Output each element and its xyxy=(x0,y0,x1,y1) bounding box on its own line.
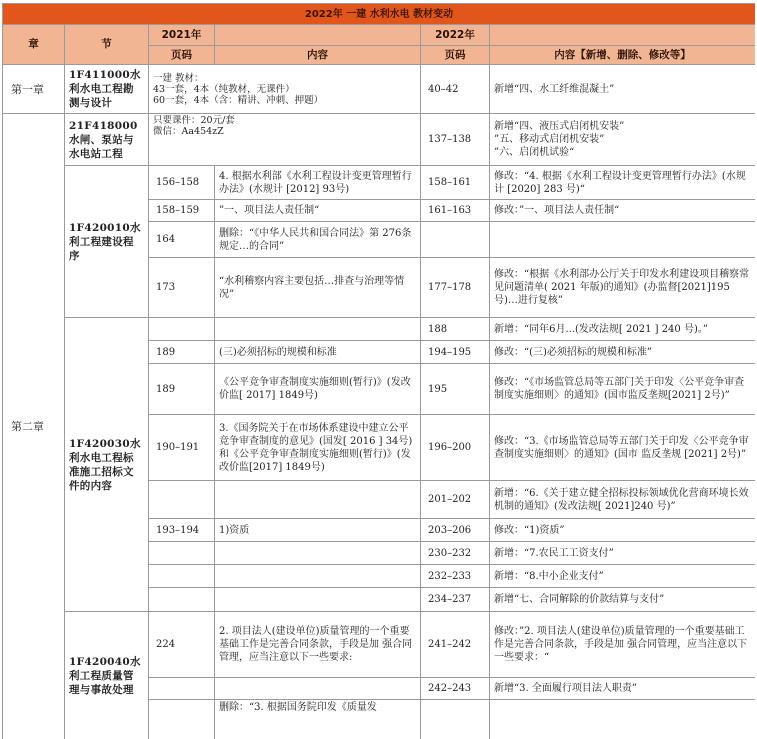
content-2022 xyxy=(490,114,756,166)
table-title: 2022年 一建 水利水电 教材变动 xyxy=(3,4,756,25)
page-2021: 193–194 xyxy=(149,519,215,542)
content-2021 xyxy=(215,318,421,341)
content-2021 xyxy=(215,542,421,565)
header-page-2022: 页码 xyxy=(421,46,490,65)
header-page-2021: 页码 xyxy=(149,46,215,65)
page-2022: 194–195 xyxy=(421,341,490,364)
note-cell xyxy=(149,65,421,114)
section-cell: 1F420030水利水电工程标准施工招标文件的内容 xyxy=(65,318,149,612)
content-2021: 删除：“《中华人民共和国合同法》第 276条规定…的合同” xyxy=(215,222,421,258)
header-section: 节 xyxy=(65,25,149,65)
content-2021: (三)必须招标的规模和标准 xyxy=(215,341,421,364)
title-row xyxy=(3,4,756,25)
page-2022: 203–206 xyxy=(421,519,490,542)
content-line: ”六、启闭机试验“ xyxy=(494,147,575,158)
page-2021 xyxy=(149,588,215,612)
header-content-2021: 内容 xyxy=(215,46,421,65)
content-2022: 新增：“7.农民工工资支付” xyxy=(490,542,756,565)
header-blank-b xyxy=(490,25,756,46)
content-2022 xyxy=(490,700,756,739)
header-chapter: 章 xyxy=(3,25,65,65)
content-2022: 新增“四、水工纤维混凝土” xyxy=(490,65,756,114)
content-2022 xyxy=(490,222,756,258)
content-2022: 新增：“8.中小企业支付” xyxy=(490,565,756,588)
page-2022 xyxy=(421,700,490,739)
content-2022: 修改：“4. 根据《水利工程设计变更管理暂行办法》(水规计 [2020] 283 号)“ xyxy=(490,166,756,200)
page-2022: 177–178 xyxy=(421,258,490,318)
chapter-cell: 第二章 xyxy=(3,114,65,739)
content-2021: 删除：“3. 根据国务院印发《质量发 xyxy=(215,700,421,739)
note-cell xyxy=(149,114,421,166)
content-2021: 3.《国务院关于在市场体系建设中建立公平竞争审查制度的意见》(国发[ 2016 ] 34号)和《公平竞争审查制度实施细则(暂行)》(发改价监[2017] 1849号) xyxy=(215,415,421,481)
note-line: 60一套，4本（含：精讲、冲刺、押题） xyxy=(153,94,324,106)
content-line: 新增“四、液压式启闭机安装” xyxy=(494,121,625,132)
page-2022: 161–163 xyxy=(421,200,490,222)
content-2021 xyxy=(215,678,421,700)
page-2021 xyxy=(149,700,215,739)
page-2021 xyxy=(149,318,215,341)
table-row xyxy=(3,166,756,200)
page-2022: 242–243 xyxy=(421,678,490,700)
section-cell: 1F420010水利工程建设程序 xyxy=(65,166,149,318)
content-2022: 修改：“1)资质” xyxy=(490,519,756,542)
content-2021: 4. 根据水利部《水利工程设计变更管理暂行办法》(水规计 [2012] 93号) xyxy=(215,166,421,200)
page-2021: 189 xyxy=(149,341,215,364)
table-row xyxy=(3,612,756,678)
chapter-cell: 第一章 xyxy=(3,65,65,114)
header-2021: 2021年 xyxy=(149,25,215,46)
content-2021 xyxy=(215,481,421,519)
note-line: 微信：Aa454zZ xyxy=(153,126,224,137)
section-cell: 1F411000水利水电工程勘测与设计 xyxy=(65,65,149,114)
content-2022: 修改：“(三)必须招标的规模和标准” xyxy=(490,341,756,364)
note-line: 43一套，4本（纯教材，无课件） xyxy=(153,83,295,95)
header-content-2022: 内容【新增、删除、修改等】 xyxy=(490,46,756,65)
content-2021 xyxy=(215,588,421,612)
content-2022: 修改：”2. 项目法人(建设单位)质量管理的一个重要基础工作是完善合同条款，手段是加 强合同管理，应当注意以下一些要求：“ xyxy=(490,612,756,678)
page-2021 xyxy=(149,565,215,588)
page-2022: 195 xyxy=(421,364,490,415)
page-2022: 232–233 xyxy=(421,565,490,588)
page-2022: 230–232 xyxy=(421,542,490,565)
section-cell: 21F418000水闸、泵站与水电站工程 xyxy=(65,114,149,166)
content-2022: 新增：“6.《关于建立健全招标投标领域优化营商环境长效机制的通知》(发改法规[ 2021]240 号)” xyxy=(490,481,756,519)
page-2021 xyxy=(149,542,215,565)
content-2021: 《公平竞争审查制度实施细则(暂行)》(发改价监[ 2017] 1849号) xyxy=(215,364,421,415)
content-2021 xyxy=(215,565,421,588)
textbook-changes-table xyxy=(2,3,755,739)
content-2021: “水利稽察内容主要包括…排查与治理等情况” xyxy=(215,258,421,318)
page-2021: 173 xyxy=(149,258,215,318)
content-2022: 修改：“《市场监管总局等五部门关于印发〈公平竞争审查制度实施细则〉的通知》(国市监反垄规[2021] 2号)” xyxy=(490,364,756,415)
page-2021: 224 xyxy=(149,612,215,678)
content-2022: 新增“3. 全面履行项目法人职责” xyxy=(490,678,756,700)
header-row xyxy=(3,25,756,46)
header-2022: 2022年 xyxy=(421,25,490,46)
page-2021: 158–159 xyxy=(149,200,215,222)
page-2022: 241–242 xyxy=(421,612,490,678)
content-2022: 修改：”一、项目法人责任制“ xyxy=(490,200,756,222)
content-2022: 修改：“3.《市场监管总局等五部门关于印发〈公平竞争审查制度实施细则〉的通知》(国市 监反垄规 [2021] 2号)” xyxy=(490,415,756,481)
page-2021: 190–191 xyxy=(149,415,215,481)
content-2021: 2. 项目法人(建设单位)质量管理的一个重要基础工作是完善合同条款，手段是加 强合同管理，应当注意以下一些要求: xyxy=(215,612,421,678)
header-blank-a xyxy=(215,25,421,46)
page-2022: 196–200 xyxy=(421,415,490,481)
table-row xyxy=(3,65,756,114)
note-line: 只要课件：20元/套 xyxy=(153,115,235,126)
page-2022: 188 xyxy=(421,318,490,341)
page-2021: 156–158 xyxy=(149,166,215,200)
content-2022: 新增“七、合同解除的价款结算与支付” xyxy=(490,588,756,612)
content-2021: ”一、项目法人责任制“ xyxy=(215,200,421,222)
page-2021 xyxy=(149,481,215,519)
content-2022: 修改：“根据《水利部办公厅关于印发水利建设项目稽察常见问题清单( 2021 年版)的通知》(办监督[2021]195 号)…进行复核” xyxy=(490,258,756,318)
content-2022: 新增：“同年6月...(发改法规[ 2021 ] 240 号)。” xyxy=(490,318,756,341)
page-2021: 164 xyxy=(149,222,215,258)
document xyxy=(2,3,755,739)
content-2021: 1)资质 xyxy=(215,519,421,542)
page-2022: 201–202 xyxy=(421,481,490,519)
page-2022 xyxy=(421,222,490,258)
table-row xyxy=(3,114,756,166)
table-row xyxy=(3,318,756,341)
page-2022: 234–237 xyxy=(421,588,490,612)
page-2022: 137–138 xyxy=(421,114,490,166)
page-2022: 158–161 xyxy=(421,166,490,200)
page-2021: 189 xyxy=(149,364,215,415)
page-2021 xyxy=(149,678,215,700)
content-line: ”五、移动式启闭机安装” xyxy=(494,134,605,145)
note-line: 一建 教材： xyxy=(153,72,204,84)
section-cell: 1F420040水利工程质量管理与事故处理 xyxy=(65,612,149,739)
page-2022: 40–42 xyxy=(421,65,490,114)
